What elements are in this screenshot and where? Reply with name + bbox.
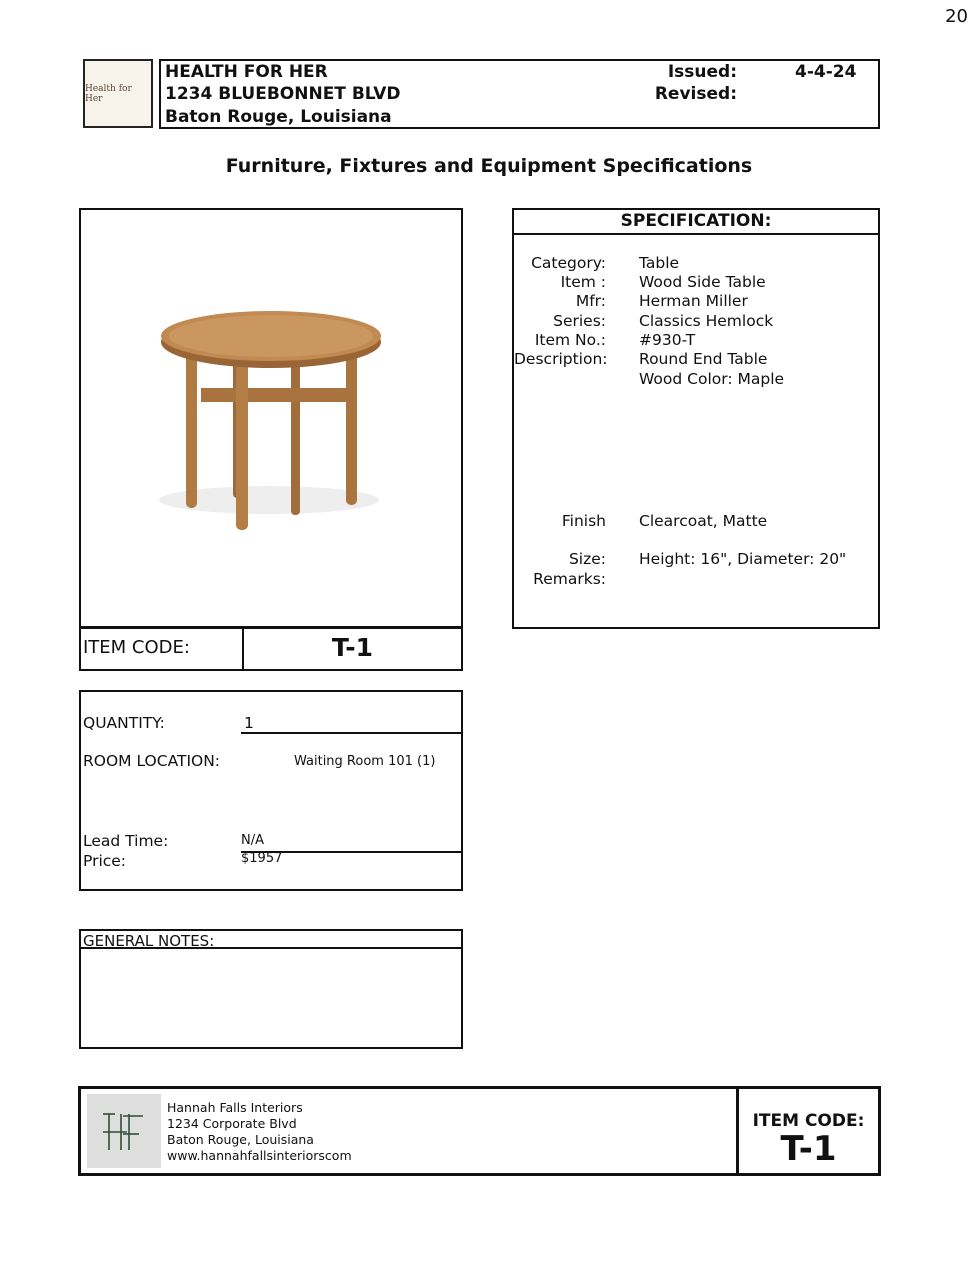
- spec-value-size: Height: 16", Diameter: 20": [639, 550, 847, 568]
- client-address: 1234 BLUEBONNET BLVD: [165, 84, 401, 104]
- spec-label-mfr: Mfr:: [575, 292, 606, 310]
- designer-monogram-icon: [87, 1094, 161, 1168]
- designer-logo: [87, 1094, 161, 1168]
- item-code-value: T-1: [331, 633, 374, 662]
- spec-label-remarks: Remarks:: [533, 570, 606, 588]
- specification-box: [512, 208, 880, 629]
- designer-footer: [78, 1086, 881, 1176]
- spec-label-size: Size:: [568, 550, 606, 568]
- table-leg-front-left: [186, 340, 197, 508]
- spec-label-category: Category:: [531, 254, 606, 272]
- quantity-label: QUANTITY:: [83, 714, 165, 732]
- table-leg-front-right: [346, 340, 357, 505]
- client-city: Baton Rouge, Louisiana: [165, 107, 392, 127]
- table-leg-front-center: [236, 345, 248, 530]
- room-location-value: Waiting Room 101 (1): [294, 754, 436, 769]
- spec-value-wood-color: Wood Color: Maple: [639, 370, 785, 388]
- spec-label-finish: Finish: [561, 512, 606, 530]
- page-number: 20: [945, 6, 968, 27]
- page-title: Furniture, Fixtures and Equipment Specifications: [225, 155, 753, 177]
- spec-value-series: Classics Hemlock: [639, 312, 774, 330]
- project-header: [159, 59, 880, 129]
- spec-label-item-no: Item No.:: [534, 331, 606, 349]
- issued-date: 4-4-24: [795, 62, 857, 82]
- product-image: [141, 300, 401, 540]
- designer-website[interactable]: www.hannahfallsinteriorscom: [167, 1148, 352, 1163]
- spec-value-item: Wood Side Table: [639, 273, 766, 291]
- spec-label-series: Series:: [553, 312, 606, 330]
- quantity-underline: [241, 732, 463, 734]
- spec-label-description: Description:: [514, 350, 608, 368]
- lead-time-value: N/A: [241, 833, 264, 848]
- order-details-box: [79, 690, 463, 891]
- specification-heading: SPECIFICATION:: [514, 210, 878, 235]
- spec-value-item-no: #930-T: [639, 331, 696, 349]
- general-notes-heading: GENERAL NOTES:: [81, 931, 461, 949]
- designer-address: 1234 Corporate Blvd: [167, 1116, 297, 1131]
- spec-value-category: Table: [639, 254, 680, 272]
- item-code-label: ITEM CODE:: [83, 637, 190, 658]
- table-top-inlay: [169, 315, 373, 357]
- client-logo: [83, 59, 153, 128]
- designer-city: Baton Rouge, Louisiana: [167, 1132, 314, 1147]
- item-code-box: [79, 627, 463, 671]
- client-logo-text: Health for Her: [85, 83, 132, 104]
- issued-label: Issued:: [667, 62, 737, 82]
- general-notes-box: [79, 929, 463, 1049]
- spec-label-item: Item :: [560, 273, 606, 291]
- quantity-value: 1: [244, 714, 254, 732]
- spec-value-mfr: Herman Miller: [639, 292, 748, 310]
- footer-item-code-label: ITEM CODE:: [752, 1111, 865, 1131]
- designer-company: Hannah Falls Interiors: [167, 1100, 303, 1115]
- footer-item-code-value: T-1: [780, 1129, 837, 1169]
- price-label: Price:: [83, 852, 127, 870]
- spec-value-description: Round End Table: [639, 350, 768, 368]
- lead-time-label: Lead Time:: [83, 832, 169, 850]
- room-location-label: ROOM LOCATION:: [83, 752, 221, 770]
- price-value: $1957: [241, 851, 283, 866]
- revised-label: Revised:: [654, 84, 737, 104]
- spec-value-finish: Clearcoat, Matte: [639, 512, 768, 530]
- client-name: HEALTH FOR HER: [165, 62, 328, 82]
- table-stretcher: [201, 388, 356, 402]
- product-image-frame: [79, 208, 463, 628]
